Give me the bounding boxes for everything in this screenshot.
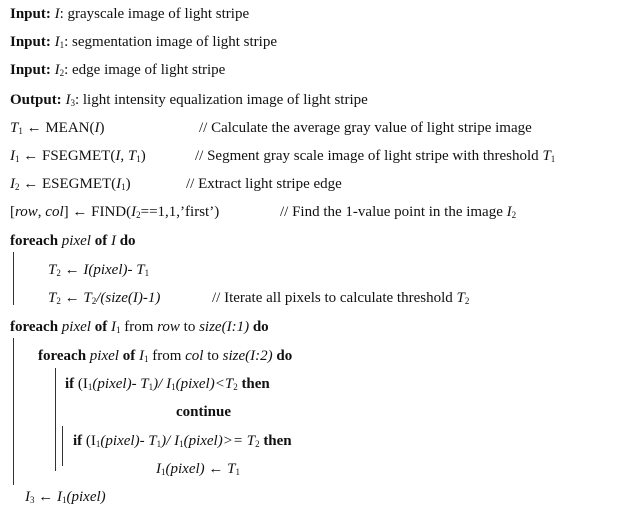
comment: // Find the 1-value point in the image $I_2$: [280, 204, 517, 220]
continue-statement: continue: [176, 404, 232, 420]
assign-threshold: $I_1(pixel)$ ← $T_1$: [156, 461, 240, 477]
comment: // Extract light stripe edge: [186, 176, 342, 192]
if-bracket: [62, 426, 63, 466]
comment: // Iterate all pixels to calculate threshold $T_2$: [212, 290, 470, 306]
input-line-3: Input: $I_2$: edge image of light stripe: [10, 62, 226, 78]
loop2-header: foreach pixel of $I_1$ from row to size(I:1) do: [10, 319, 269, 335]
input-line-2: Input: $I_1$: segmentation image of light stripe: [10, 34, 277, 50]
loop2-bracket: [13, 338, 14, 485]
comment: // Segment gray scale image of light stripe with threshold $T_1$: [195, 148, 556, 164]
loop1-header: foreach pixel of I do: [10, 233, 136, 249]
inner-loop-bracket: [55, 368, 56, 471]
if-less: if ($I_1(pixel)-$ $T_1)/$ $I_1(pixel)<T_2$ then: [65, 376, 270, 392]
loop2-inner-header: foreach pixel of $I_1$ from col to size(I:2) do: [38, 348, 293, 364]
if-greater-equal: if ($I_1(pixel)-$ $T_1)/$ $I_1(pixel)>= T_2$ then: [73, 433, 292, 449]
input-line-1: Input: I: grayscale image of light stripe: [10, 6, 250, 22]
loop1-bracket: [13, 252, 14, 305]
output-line: Output: $I_3$: light intensity equalization image of light stripe: [10, 92, 368, 108]
loop1-line-1: $T_2$ ← I(pixel)- $T_1$: [48, 262, 150, 278]
comment: // Calculate the average gray value of light stripe image: [199, 120, 532, 136]
final-assignment: $I_3$ ← $I_1(pixel)$: [25, 489, 106, 505]
